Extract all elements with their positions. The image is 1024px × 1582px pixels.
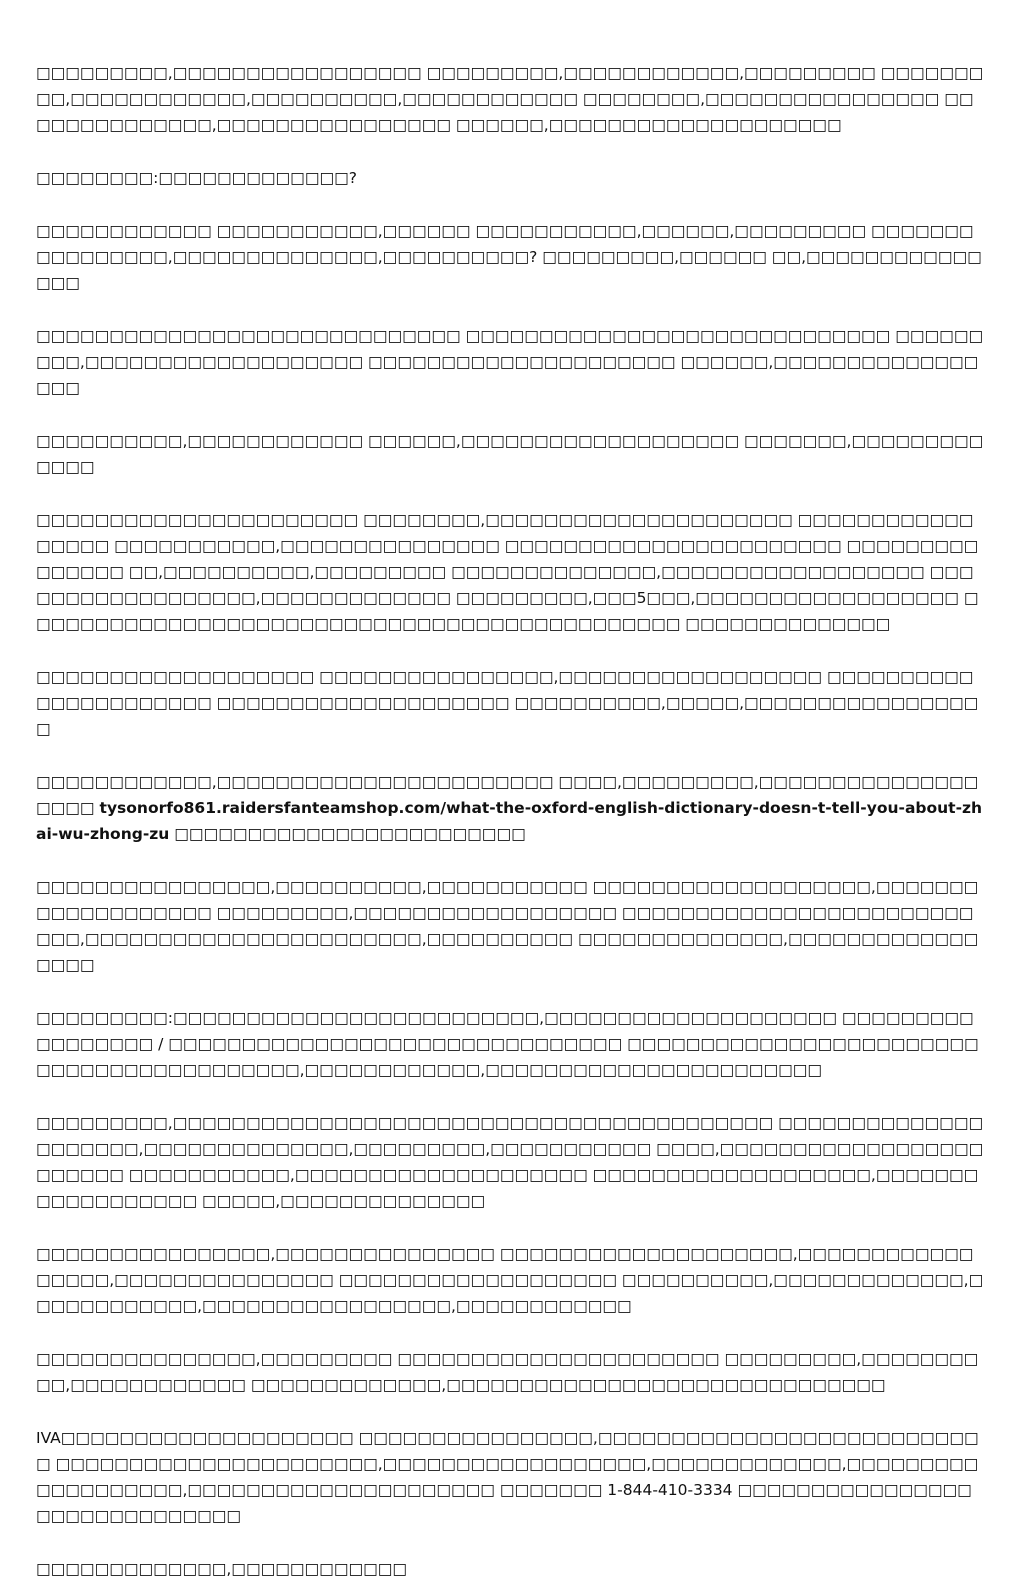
paragraph-1: □□□□□□□□□,□□□□□□□□□□□□□□□□□ □□□□□□□□□,□□□□□□□□□□□□,□□□□□□□□□ □□□□□□□□□,□□□□□□□□□□□□,□□□□□□□□□□,□□□□□□□□□□□□ □□□□□□□□,□□□□□□□□□□□□□□□□ □□□□□□□□□□□□□□,□□□□□□□□□□□□□□□□ □□□□□□,□□□□□□□□□□□□□□□□□□□□ xyxy=(36,64,984,134)
paragraph-3: □□□□□□□□□□□□ □□□□□□□□□□□,□□□□□□ □□□□□□□□□□□,□□□□□□,□□□□□□□□□ □□□□□□□□□□□□□□□□,□□□□□□□□□□□□□□,□□□□□□□□□□? □□□□□□□□□,□□□□□□ □□,□□□□□□□□□□□□□□□ xyxy=(36,222,982,292)
paragraph-5: □□□□□□□□□□,□□□□□□□□□□□□ □□□□□□,□□□□□□□□□□□□□□□□□□□ □□□□□□□,□□□□□□□□□□□□□ xyxy=(36,432,984,476)
paragraph-8-with-link xyxy=(36,769,986,847)
paragraph-8-after-link: □□□□□□□□□□□□□□□□□□□□□□□□ xyxy=(169,825,526,843)
paragraph-8-text: □□□□□□□□□□□□,□□□□□□□□□□□□□□□□□□□□□□□ □□□□,□□□□□□□□□,□□□□□□□□□□□□□□□□□□□ xyxy=(36,773,979,817)
paragraph-15: □□□□□□□□□□□□□,□□□□□□□□□□□□ xyxy=(36,1560,408,1578)
article-link[interactable]: tysonorfo861.raidersfanteamshop.com/what-the-oxford-english-dictionary-doesn-t-tell-you-about-zhai-wu-zhong-zu xyxy=(36,799,983,843)
paragraph-6: □□□□□□□□□□□□□□□□□□□□□□ □□□□□□□□,□□□□□□□□□□□□□□□□□□□□□ □□□□□□□□□□□□□□□□□ □□□□□□□□□□□,□□□□□□□□□□□□□□□ □□□□□□□□□□□□□□□□□□□□□□□ □□□□□□□□□□□□□□□ □□,□□□□□□□□□□,□□□□□□□□□ □□□□□□□□□□□□□□,□□□□□□□□□□□□□□□□□□ □□□□□□□□□□□□□□□□□□,□□□□□□□□□□□□□ □□□□□□□□□,□□□5□□□,□□□□□□□□□□□□□□□□□□ □□□□□□□□□□□□□□□□□□□□□□□□□□□□□□□□□□□□□□□□□□□□□ □□□□□□□□□□□□□□ xyxy=(36,511,979,633)
paragraph-13: □□□□□□□□□□□□□□□,□□□□□□□□□ □□□□□□□□□□□□□□□□□□□□□□ □□□□□□□□□,□□□□□□□□□□,□□□□□□□□□□□□ □□□□□□□□□□□□□,□□□□□□□□□□□□□□□□□□□□□□□□□□□□□□ xyxy=(36,1350,979,1394)
paragraph-2-heading: □□□□□□□□:□□□□□□□□□□□□□? xyxy=(36,169,357,187)
paragraph-4: □□□□□□□□□□□□□□□□□□□□□□□□□□□□□ □□□□□□□□□□□□□□□□□□□□□□□□□□□□□ □□□□□□□□□,□□□□□□□□□□□□□□□□□□□ □□□□□□□□□□□□□□□□□□□□□ □□□□□□,□□□□□□□□□□□□□□□□□ xyxy=(36,327,984,397)
paragraph-10: □□□□□□□□□:□□□□□□□□□□□□□□□□□□□□□□□□□,□□□□□□□□□□□□□□□□□□□□ □□□□□□□□□□□□□□□□□ / □□□□□□□□□□□□□□□□□□□□□□□□□□□□□□□ □□□□□□□□□□□□□□□□□□□□□□□□□□□□□□□□□□□□□□□□□□,□□□□□□□□□□□□,□□□□□□□□□□□□□□□□□□□□□□□ xyxy=(36,1009,979,1079)
paragraph-7: □□□□□□□□□□□□□□□□□□□ □□□□□□□□□□□□□□□□,□□□□□□□□□□□□□□□□□□ □□□□□□□□□□□□□□□□□□□□□□ □□□□□□□□□□□□□□□□□□□□ □□□□□□□□□□,□□□□□,□□□□□□□□□□□□□□□□□ xyxy=(36,668,979,738)
paragraph-11: □□□□□□□□□,□□□□□□□□□□□□□□□□□□□□□□□□□□□□□□□□□□□□□□□□□ □□□□□□□□□□□□□□□□□□□□□,□□□□□□□□□□□□□□,□□□□□□□□□,□□□□□□□□□□□ □□□□,□□□□□□□□□□□□□□□□□□□□□□□□ □□□□□□□□□□□,□□□□□□□□□□□□□□□□□□□□ □□□□□□□□□□□□□□□□□□□,□□□□□□□□□□□□□□□□□□ □□□□□,□□□□□□□□□□□□□□ xyxy=(36,1114,984,1210)
document-body xyxy=(36,60,986,1582)
paragraph-12: □□□□□□□□□□□□□□□□,□□□□□□□□□□□□□□□ □□□□□□□□□□□□□□□□□□□□,□□□□□□□□□□□□□□□□□,□□□□□□□□□□□□□□□ □□□□□□□□□□□□□□□□□□□ □□□□□□□□□□,□□□□□□□□□□□□□,□□□□□□□□□□□□,□□□□□□□□□□□□□□□□□,□□□□□□□□□□□□ xyxy=(36,1245,984,1315)
paragraph-9: □□□□□□□□□□□□□□□□,□□□□□□□□□□,□□□□□□□□□□□ □□□□□□□□□□□□□□□□□□□,□□□□□□□□□□□□□□□□□□□ □□□□□□□□□,□□□□□□□□□□□□□□□□□□ □□□□□□□□□□□□□□□□□□□□□□□□□□□,□□□□□□□□□□□□□□□□□□□□□□□,□□□□□□□□□□ □□□□□□□□□□□□□□,□□□□□□□□□□□□□□□□□ xyxy=(36,878,979,974)
paragraph-14-phone: IVA□□□□□□□□□□□□□□□□□□□□ □□□□□□□□□□□□□□□□,□□□□□□□□□□□□□□□□□□□□□□□□□□□ □□□□□□□□□□□□□□□□□□□□□□,□□□□□□□□□□□□□□□□□□,□□□□□□□□□□□□□,□□□□□□□□□□□□□□□□□□□,□□□□□□□□□□□□□□□□□□□□□ □□□□□□□ 1-844-410-3334 □□□□□□□□□□□□□□□□□□□□□□□□□□□□□□ xyxy=(36,1429,979,1525)
